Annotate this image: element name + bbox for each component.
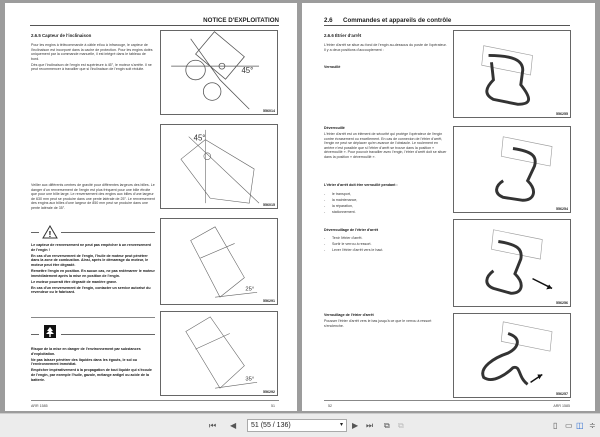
copy-icon[interactable]: ⧉	[384, 421, 390, 430]
warning-text: Remettre l'engin en position. En aucun cas, ne pas redémarrer le moteur immédiatement après la mise en position de l'engin.	[31, 268, 155, 278]
subheading-unlocked: Déverrouillé	[324, 126, 345, 130]
page-number: 51	[271, 404, 275, 408]
list-item: - la réparation,	[324, 203, 448, 209]
warning-divider	[31, 225, 155, 239]
two-page-view-icon[interactable]: ◫	[576, 421, 584, 430]
figure-number: 556257	[556, 392, 568, 396]
list-item: - le transport,	[324, 191, 448, 197]
figure-slope-25	[160, 218, 278, 305]
figure-stirrup-locked	[453, 30, 571, 118]
warning-text: En cas d'un renversement de l'engin, l'huile de moteur peut pénétrer dans la zone de combustion. Ainsi, après le démarrage du moteur, le moteur peut être dégradé.	[31, 253, 149, 267]
paragraph: Veiller aux différents centres de gravité pour différentes largeurs des billes. Le danger d'un renversement de l'engin est plus fréquent pour une bille étroite que pour une bille large. Le renversement des engins aux billes d'une largeur de 630 mm peut se produire dans une pente latérale de 25°. Le renversement des engins aux billes d'une largeur de 850 mm peut se produire dans une pente latérale de 35°.	[31, 183, 155, 210]
warning-text: Le moteur pourrait être dégradé de manière grave.	[31, 279, 118, 284]
footer-doc-id: ARR 1585	[553, 404, 570, 408]
continuous-view-icon[interactable]: ▭	[565, 421, 573, 430]
angle-label: 35°	[245, 376, 255, 383]
paragraph: L'étrier d'arrêt se situe au fond de l'engin au-dessous du poste de l'opérateur. Il y a deux positions d'accouplement :	[324, 43, 447, 52]
environment-divider	[31, 327, 155, 341]
next-page-button[interactable]: ▶	[352, 421, 359, 430]
warning-text: En cas d'un renversement de l'engin, contacter un service autorisé du revendeur ou le fabricant.	[31, 285, 151, 295]
environment-text: Ne pas laisser pénétrer des liquides dans les égouts, le sol ou l'environnement immédiat.	[31, 357, 138, 367]
subheading-lock: Verrouillage de l'étrier d'arrêt	[324, 313, 374, 317]
angle-label: 45°	[241, 65, 254, 75]
subheading-unlock: Déverrouillage de l'étrier d'arrêt	[324, 228, 379, 232]
figure-number: 556255	[556, 112, 568, 116]
figure-number: 556015	[263, 203, 275, 207]
figure-stirrup-unlocking	[453, 219, 571, 307]
scroll-view-icon[interactable]: ≑	[589, 421, 596, 430]
figure-tilt-top	[160, 124, 278, 209]
page-header: NOTICE D'EXPLOITATION	[203, 17, 279, 24]
angle-label: 25°	[245, 286, 255, 293]
chevron-down-icon: ▾	[339, 422, 343, 428]
paragraph: Pousser l'étrier d'arrêt vers le bas jusqu'à ce que le verrou à ressort s'enclenche.	[324, 319, 432, 328]
warning-icon	[42, 225, 58, 239]
list-item: - la maintenance,	[324, 197, 448, 203]
right-page	[302, 3, 595, 411]
figure-number: 556014	[263, 109, 275, 113]
figure-number: 556256	[556, 301, 568, 305]
figure-number: 556291	[263, 299, 275, 303]
page-field: 51 (55 / 136)	[251, 422, 291, 429]
warning-text: Le capteur de renversement ne peut pas empêcher à un renversement de l'engin !	[31, 243, 151, 252]
subheading-locked: Verrouillé	[324, 65, 341, 69]
figure-number: 556292	[263, 390, 275, 394]
svg-text:!: !	[48, 230, 52, 239]
first-page-button[interactable]: ⏮	[209, 421, 217, 430]
figure-tilt-sensor	[160, 30, 278, 115]
paste-icon[interactable]: ⧉	[398, 421, 404, 430]
figure-stirrup-locking	[453, 313, 571, 398]
environment-tree-icon	[44, 325, 56, 338]
paragraph: Pour les engins à télécommande à câble et/ou à infrarouge, le capteur de l'inclinaison est incorporé dans la cache de protection. Pour les engins dotés uniquement par la commande manuelle, il est intégré dans le tableau de bord.	[31, 43, 153, 61]
page-selector[interactable]	[247, 419, 347, 432]
list-item: - Lever l'étrier d'arrêt vers le haut.	[324, 247, 448, 253]
environment-text: Empêcher impérativement à la propagation de tout liquide qui s'écoule de l'engin, par exemple l'huile, gazole, mélange antigel ou acide de la batterie.	[31, 368, 152, 382]
figure-slope-35	[160, 311, 278, 396]
left-page	[5, 3, 297, 411]
page-header: Commandes et appareils de contrôle	[343, 17, 452, 24]
last-page-button[interactable]: ⏭	[366, 421, 374, 430]
section-title: 2.6.6 Étrier d'arrêt	[324, 33, 362, 38]
list-item: - Tenir l'étrier d'arrêt.	[324, 235, 448, 241]
angle-label: 45°	[193, 133, 206, 143]
page-number: 52	[328, 404, 332, 408]
footer-doc-id: ARR 1585	[31, 404, 48, 408]
list-item: - stationnement.	[324, 209, 448, 215]
subheading-must-lock: L'étrier d'arrêt doit être verrouillé pendant :	[324, 183, 398, 187]
figure-number: 556254	[556, 207, 568, 211]
list-item: - Sortir le verrou à ressort.	[324, 241, 448, 247]
paragraph: Dès que l'inclinaison de l'engin est supérieure à 45°, le moteur s'arrête. Il ne peut recommencer à travailler que si l'inclinaison de l'engin soit réduite.	[31, 62, 152, 72]
pdf-toolbar	[0, 413, 600, 437]
previous-page-button[interactable]: ◀	[230, 421, 237, 430]
section-title: 2.6.5 Capteur de l'inclinaison	[31, 33, 92, 38]
figure-stirrup-unlocked	[453, 126, 571, 213]
paragraph: L'étrier d'arrêt est un élément de sécurité qui protège l'opérateur de l'engin contre écrasement ou encellement. En cas de connexion de l'étrier d'arrêt, l'engin ne peut se déplacer qu'en avance de l'obstacle. Le roulement en arrière n'est possible que si l'étrier d'arrêt se trouve dans la position « déverrouillé ». Pour pouvoir travailler avec l'engin, l'étrier d'arrêt doit se situer dans la position « déverrouillé ».	[324, 132, 447, 159]
environment-text: Risque de la mise en danger de l'environnement par substances d'exploitation.	[31, 347, 141, 356]
single-page-view-icon[interactable]: ▯	[553, 421, 558, 430]
chapter-number: 2.6	[324, 17, 333, 24]
